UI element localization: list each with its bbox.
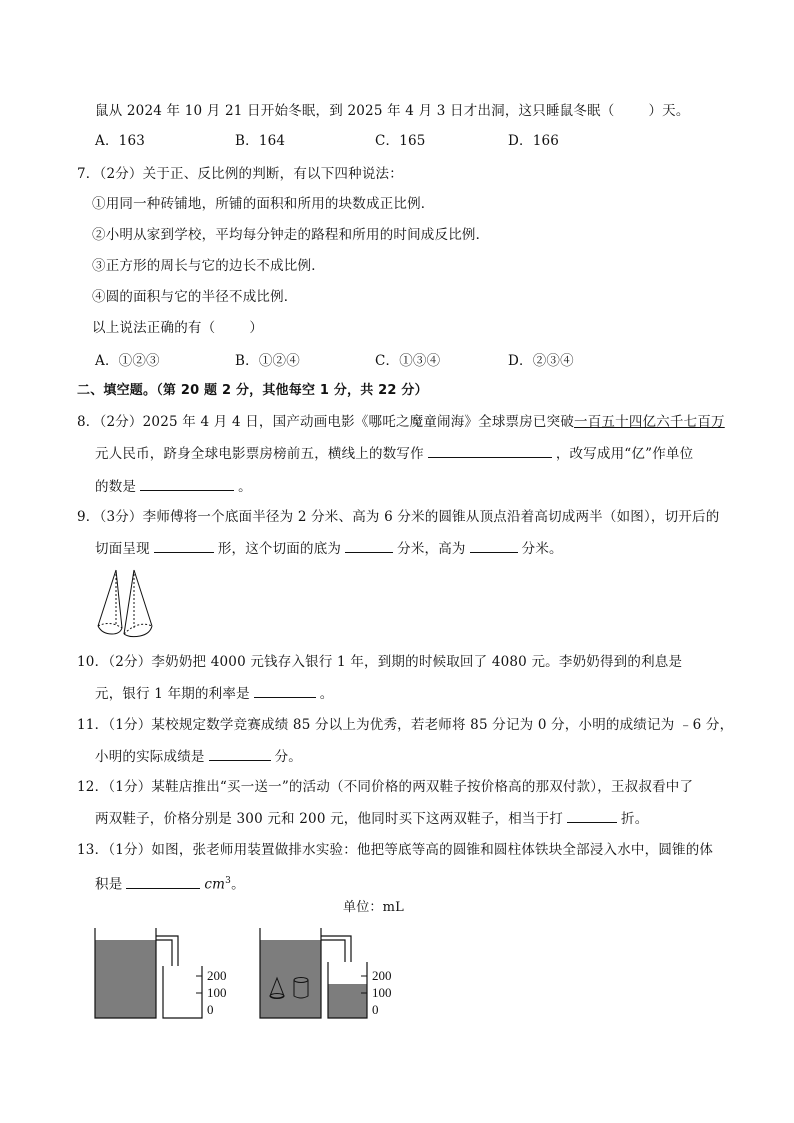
q6-text-a: 鼠从 2024 年 10 月 21 日开始冬眠，到 2025 年 4 月 3 日才出洞，这只睡鼠冬眠（: [95, 103, 615, 119]
cone-cut-figure: [90, 568, 160, 640]
q9-text: 分米，高为: [397, 541, 466, 557]
answer-blank[interactable]: [140, 476, 234, 491]
tick-label: 100: [372, 985, 392, 1000]
q9-text: 分米。: [521, 541, 563, 557]
tick-label: 0: [207, 1002, 214, 1017]
q9-line-2: [95, 538, 563, 559]
q7-ask: [92, 318, 263, 338]
q6-options: [95, 131, 559, 151]
q13-text: 。: [231, 876, 245, 893]
q13-line-1: 13．（1分）如图，张老师用装置做排水实验：他把等底等高的圆锥和圆柱体铁块全部浸入水中，圆锥的体: [77, 842, 714, 858]
q6-option-b[interactable]: B．164: [235, 133, 286, 149]
q7-ask-text: 以上说法正确的有（: [92, 320, 216, 336]
answer-blank[interactable]: [209, 746, 271, 761]
q9-text: 切面呈现: [95, 541, 150, 557]
q7-item-2: ②小明从家到学校，平均每分钟走的路程和所用的时间成反比例．: [92, 227, 490, 243]
q10-text: 。: [319, 686, 334, 702]
answer-blank[interactable]: [470, 538, 518, 553]
q11-text: 小明的实际成绩是: [95, 749, 205, 765]
q8-text: 。: [238, 479, 252, 495]
q13-unit-sup: 3: [225, 876, 232, 886]
q6-option-d[interactable]: D．166: [508, 133, 560, 149]
q8-line-2: [95, 443, 693, 464]
q7-stem: 7．（2分）关于正、反比例的判断，有以下四种说法：: [77, 166, 403, 182]
answer-blank[interactable]: [254, 683, 316, 698]
q10-line-1: 10．（2分）李奶奶把 4000 元钱存入银行 1 年，到期的时候取回了 4080 元。李奶奶得到的利息是: [77, 654, 683, 670]
q9-line-1: 9．（3分）李师傅将一个底面半径为 2 分米、高为 6 分米的圆锥从顶点沿着高切成两半（如图），切开后的: [77, 509, 720, 525]
q7-item-3: ③正方形的周长与它的边长不成比例．: [92, 258, 325, 274]
q7-item-1: ①用同一种砖铺地，所铺的面积和所用的块数成正比例．: [92, 196, 435, 212]
q10-line-2: [95, 683, 333, 704]
q6-text-b: ）天。: [648, 103, 690, 119]
q12-text: 两双鞋子，价格分别是 300 元和 200 元，他同时买下这两双鞋子，相当于打: [95, 811, 563, 827]
q6-option-c[interactable]: C．165: [375, 133, 426, 149]
q8-text: 元人民币，跻身全球电影票房榜前五，横线上的数写作: [95, 446, 424, 462]
tick-label: 100: [207, 985, 227, 1000]
answer-blank[interactable]: [126, 874, 200, 889]
q8-line-3: [95, 476, 252, 497]
q8-text: ，改写成用“亿”作单位: [555, 446, 694, 462]
q7-options: [95, 351, 574, 371]
q11-text: 分。: [274, 749, 303, 765]
q10-text: 元，银行 1 年期的利率是: [95, 686, 250, 702]
q8-line-1: [77, 412, 725, 432]
q7-ask-close: ）: [249, 320, 264, 336]
q6-option-a[interactable]: A．163: [95, 133, 146, 149]
tick-label: 200: [207, 968, 227, 983]
q13-line-2: [95, 871, 245, 895]
q7-option-a[interactable]: A．①②③: [95, 353, 160, 369]
q6-stem-tail: [95, 101, 690, 121]
q7-item-4: ④圆的面积与它的半径不成比例．: [92, 289, 298, 305]
answer-blank[interactable]: [428, 443, 552, 458]
answer-blank[interactable]: [345, 538, 393, 553]
q8-underlined-number: 一百五十四亿六千七百万: [574, 414, 725, 430]
q11-line-2: [95, 746, 302, 767]
q7-option-c[interactable]: C．①③④: [375, 353, 441, 369]
q12-line-1: 12．（1分）某鞋店推出“买一送一”的活动（不同价格的两双鞋子按价格高的那双付款），王叔叔看中了: [77, 779, 694, 795]
q7-option-b[interactable]: B．①②④: [235, 353, 300, 369]
answer-blank[interactable]: [567, 808, 617, 823]
q9-text: 形，这个切面的底为: [217, 541, 342, 557]
q13-text: 积是: [95, 876, 123, 893]
q12-line-2: [95, 808, 648, 829]
q11-line-1: 11．（1分）某校规定数学竞赛成绩 85 分以上为优秀，若老师将 85 分记为 0 分，小明的成绩记为 ﹣6 分，: [77, 717, 734, 733]
tick-label: 0: [372, 1002, 379, 1017]
answer-blank[interactable]: [154, 538, 214, 553]
q12-text: 折。: [621, 811, 649, 827]
section-heading: 二、填空题。（第 20 题 2 分，其他每空 1 分，共 22 分）: [77, 383, 428, 398]
q13-unit: cm: [204, 876, 226, 893]
q8-text: 8．（2分）2025 年 4 月 4 日，国产动画电影《哪吒之魔童闹海》全球票房已突破: [77, 414, 575, 430]
unit-label: 单位：mL: [343, 900, 404, 915]
tick-label: 200: [372, 968, 392, 983]
q7-option-d[interactable]: D．②③④: [508, 353, 574, 369]
q8-text: 的数是: [95, 479, 137, 495]
